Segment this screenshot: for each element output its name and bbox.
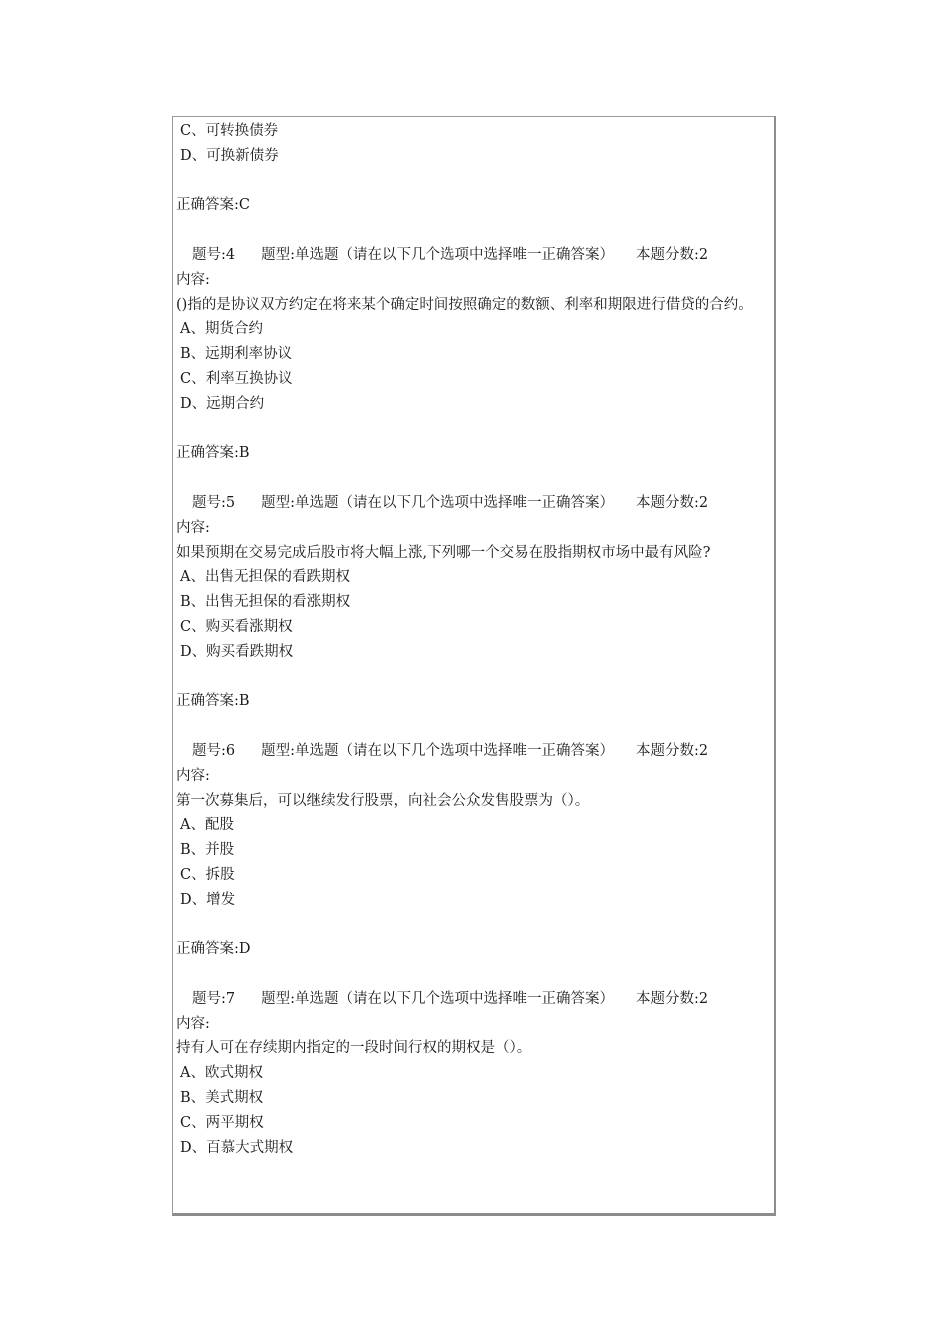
option: D、增发: [180, 891, 236, 908]
correct-answer: 正确答案:C: [176, 197, 250, 214]
question-header: [176, 243, 774, 268]
question-block: [176, 987, 774, 1161]
option: A、期货合约: [180, 321, 263, 338]
correct-answer: 正确答案:D: [176, 941, 251, 958]
option: D、购买看跌期权: [180, 643, 294, 660]
content-label: 内容:: [176, 519, 210, 536]
option: C、两平期权: [180, 1114, 264, 1131]
question-score: 本题分数:2: [636, 246, 709, 263]
option: C、利率互换协议: [180, 370, 293, 387]
question-type: 题型:单选题（请在以下几个选项中选择唯一正确答案）: [261, 494, 615, 511]
option: A、欧式期权: [180, 1065, 263, 1082]
option: A、出售无担保的看跌期权: [180, 569, 350, 586]
question-block: [176, 243, 774, 491]
exam-content: [176, 119, 774, 1160]
content-label: 内容:: [176, 271, 210, 288]
question-type: 题型:单选题（请在以下几个选项中选择唯一正确答案）: [261, 990, 615, 1007]
content-label: 内容:: [176, 767, 210, 784]
correct-answer: 正确答案:B: [176, 445, 250, 462]
question-type: 题型:单选题（请在以下几个选项中选择唯一正确答案）: [261, 742, 615, 759]
option: B、美式期权: [180, 1090, 264, 1107]
question-stem: 持有人可在存续期内指定的一段时间行权的期权是（）。: [176, 1040, 532, 1057]
option: B、出售无担保的看涨期权: [180, 594, 351, 611]
option: B、远期利率协议: [180, 346, 293, 363]
question-score: 本题分数:2: [636, 742, 709, 759]
option: C、购买看涨期权: [180, 618, 293, 635]
question-number: 题号:7: [192, 990, 236, 1007]
option: C、拆股: [180, 866, 235, 883]
question-block: [176, 491, 774, 739]
content-label: 内容:: [176, 1015, 210, 1032]
question-stem: ()指的是协议双方约定在将来某个确定时间按照确定的数额、利率和期限进行借贷的合约。: [176, 296, 753, 313]
question-number: 题号:6: [192, 742, 236, 759]
question-header: [176, 491, 774, 516]
question-stem: 如果预期在交易完成后股市将大幅上涨,下列哪一个交易在股指期权市场中最有风险?: [176, 544, 711, 561]
question-header: [176, 987, 774, 1012]
option: D、远期合约: [180, 395, 265, 412]
question-score: 本题分数:2: [636, 990, 709, 1007]
option: B、并股: [180, 842, 235, 859]
option: C、可转换债券: [180, 123, 279, 139]
option: D、可换新债券: [180, 147, 279, 164]
question-header: [176, 739, 774, 764]
correct-answer: 正确答案:B: [176, 693, 250, 710]
question-stem: 第一次募集后，可以继续发行股票，向社会公众发售股票为（）。: [176, 792, 590, 809]
question-number: 题号:4: [192, 246, 236, 263]
question-type: 题型:单选题（请在以下几个选项中选择唯一正确答案）: [261, 246, 615, 263]
option: D、百慕大式期权: [180, 1139, 294, 1156]
prev-question: [176, 119, 774, 243]
option: A、配股: [180, 817, 234, 834]
question-block: [176, 739, 774, 987]
question-number: 题号:5: [192, 494, 236, 511]
question-score: 本题分数:2: [636, 494, 709, 511]
